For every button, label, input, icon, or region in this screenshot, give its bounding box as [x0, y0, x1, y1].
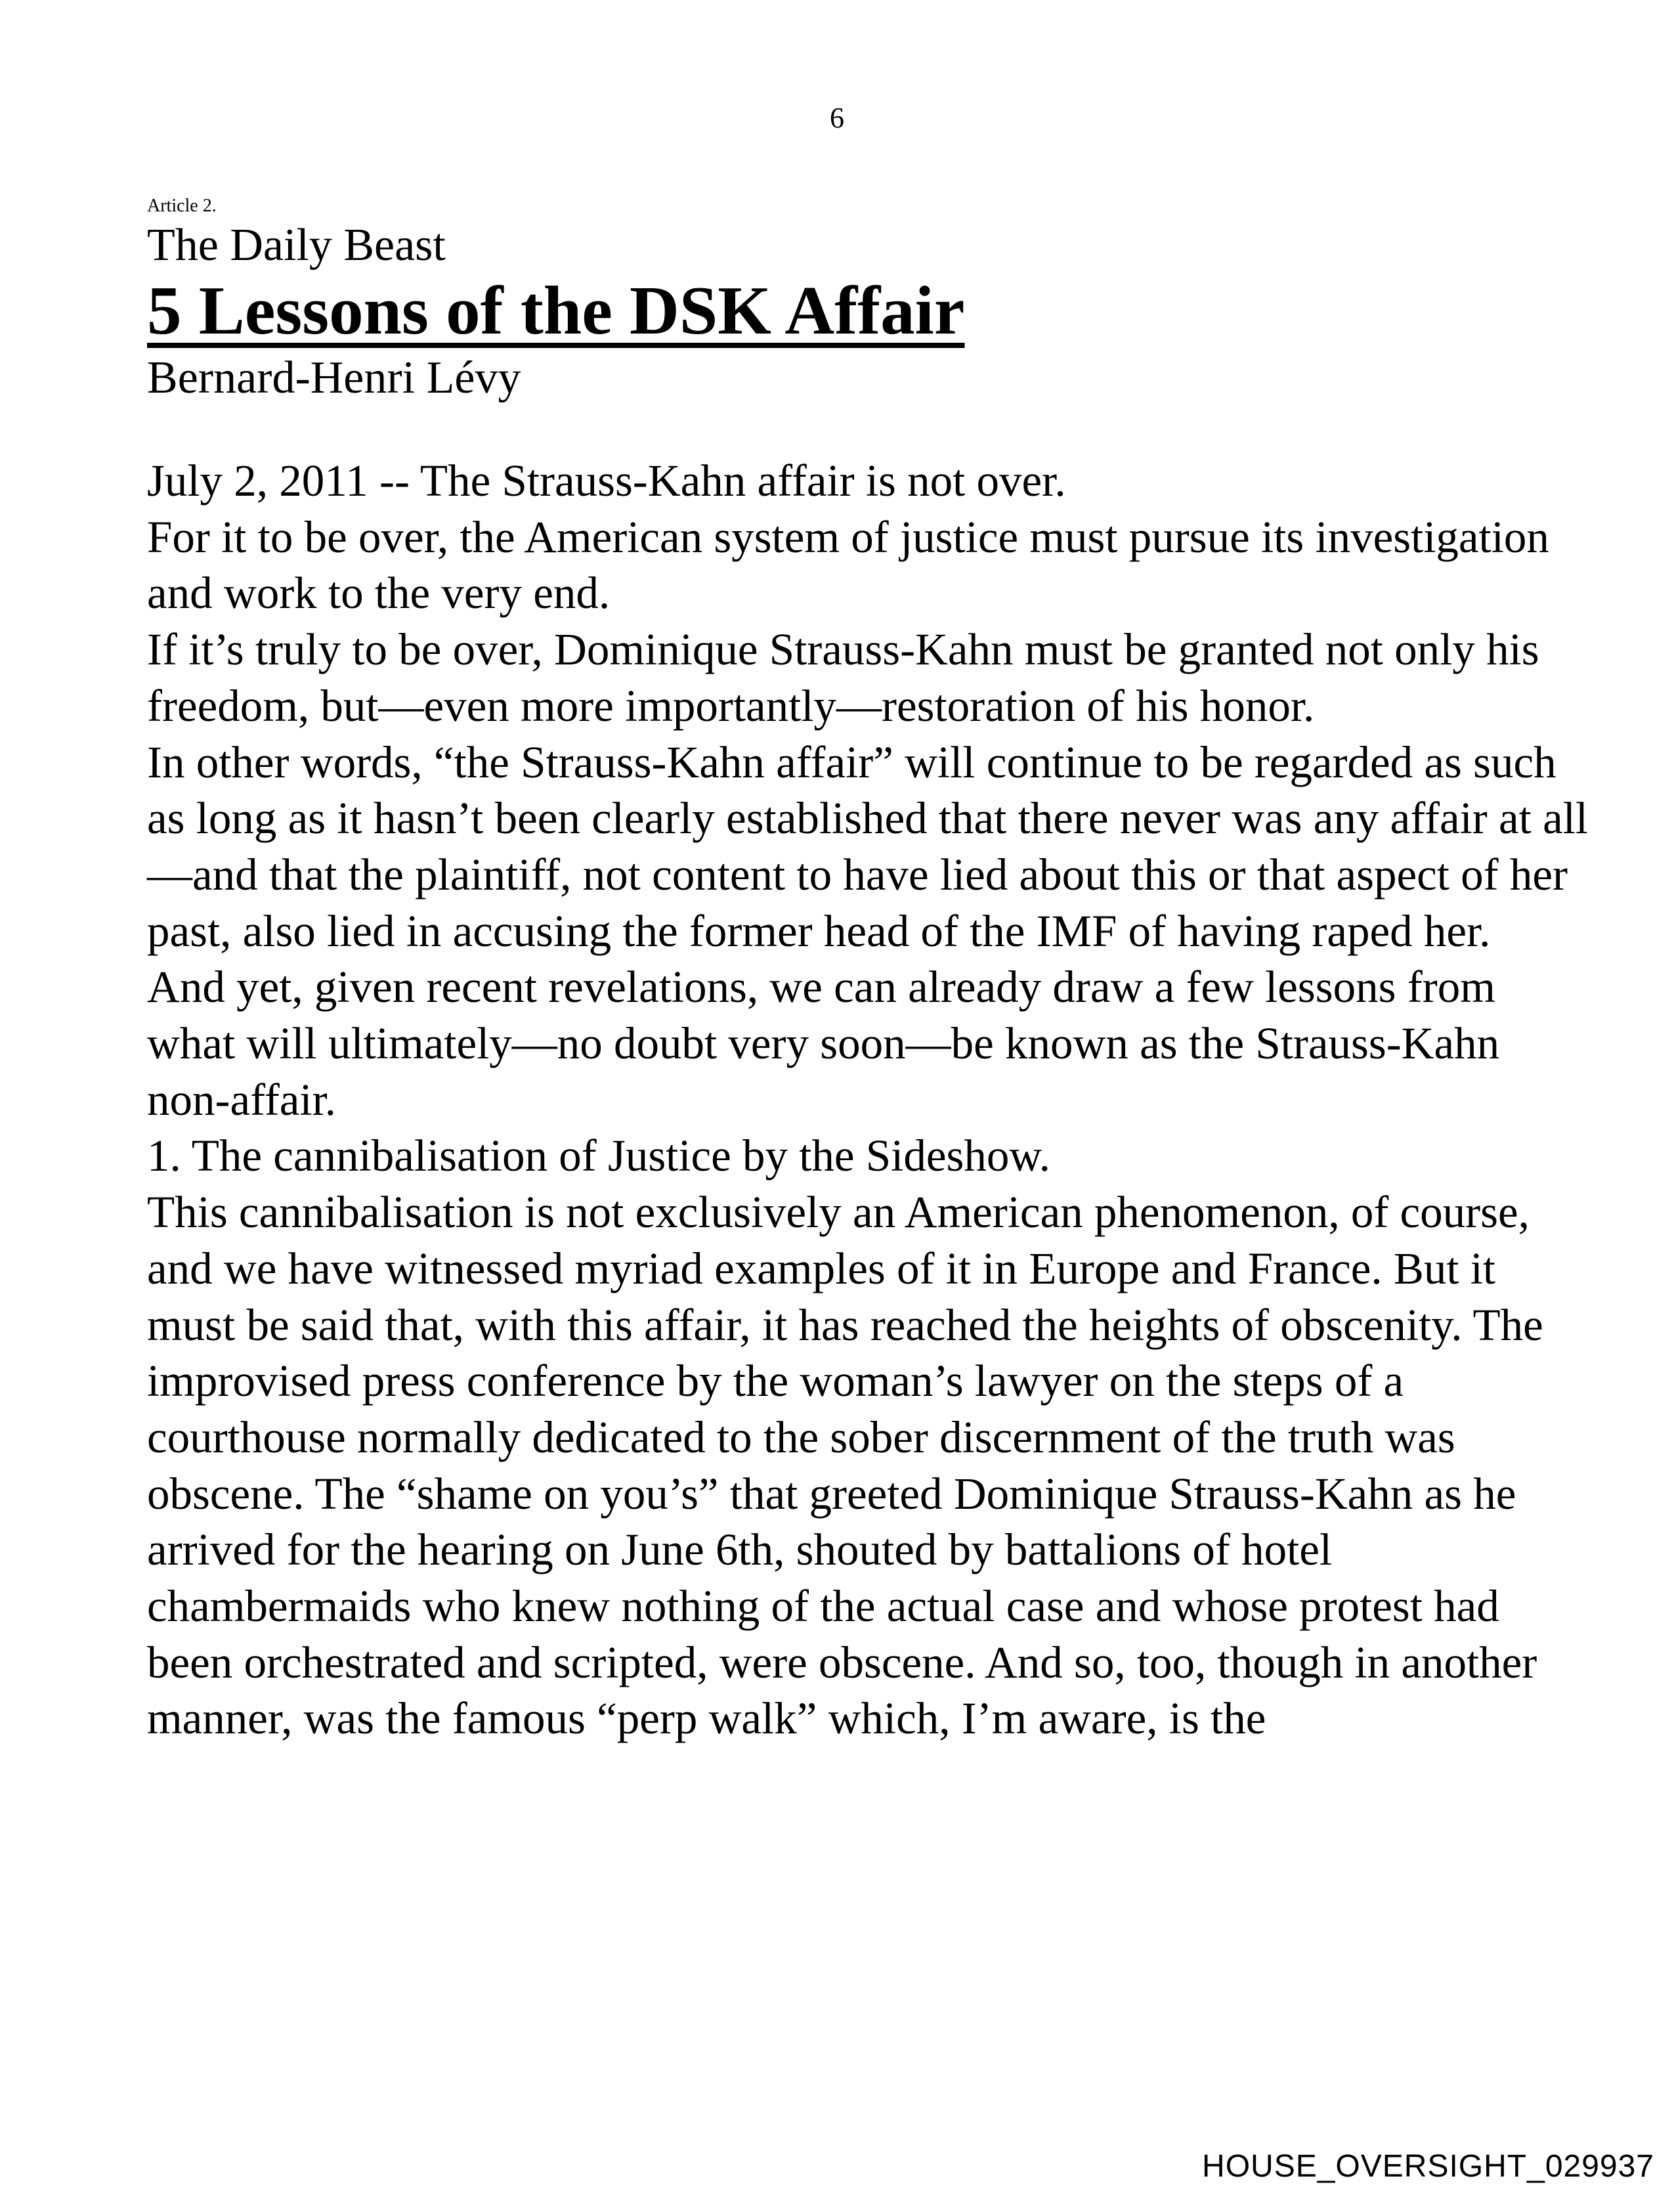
article-label: Article 2.	[147, 196, 217, 216]
page-number: 6	[830, 102, 844, 134]
body-paragraph: And yet, given recent revelations, we can already draw a few lessons from what will ultimately—no doubt very soon—be known as the Strauss-Kahn non-affair.	[147, 962, 1500, 1125]
body-paragraph: In other words, “the Strauss-Kahn affair” will continue to be regarded as such as long as it hasn’t been clearly established that there never was any affair at all—and that the plaintiff, not content to have lied about this or that aspect of her past, also lied in accusing the former head of the IMF of having raped her.	[147, 737, 1589, 956]
article-headline: 5 Lessons of the DSK Affair	[147, 272, 965, 349]
bates-stamp: HOUSE_OVERSIGHT_029937	[1202, 2149, 1654, 2184]
body-paragraph: This cannibalisation is not exclusively an American phenomenon, of course, and we have witnessed myriad examples of it in Europe and France. But it must be said that, with this affair, it has reached the heights of obscenity. The improvised press conference by the woman’s lawyer on the steps of a courthouse normally dedicated to the sober discernment of the truth was obscene. The “shame on you’s” that greeted Dominique Strauss-Kahn as he arrived for the hearing on June 6th, shouted by battalions of hotel chambermaids who knew nothing of the actual case and whose protest had been orchestrated and scripted, were obscene. And so, too, though in another manner, was the famous “perp walk” which, I’m aware, is the	[147, 1187, 1543, 1744]
article-author: Bernard-Henri Lévy	[147, 353, 521, 403]
article-body	[147, 453, 1591, 1747]
body-paragraph: July 2, 2011 -- The Strauss-Kahn affair is not over.	[147, 456, 1066, 506]
body-paragraph: If it’s truly to be over, Dominique Strauss-Kahn must be granted not only his freedom, but—even more importantly—restoration of his honor.	[147, 624, 1539, 731]
section-heading: 1. The cannibalisation of Justice by the Sideshow.	[147, 1131, 1050, 1181]
publication-name: The Daily Beast	[147, 220, 446, 271]
article	[147, 194, 1591, 1747]
body-paragraph: For it to be over, the American system of justice must pursue its investigation and work to the very end.	[147, 511, 1549, 618]
